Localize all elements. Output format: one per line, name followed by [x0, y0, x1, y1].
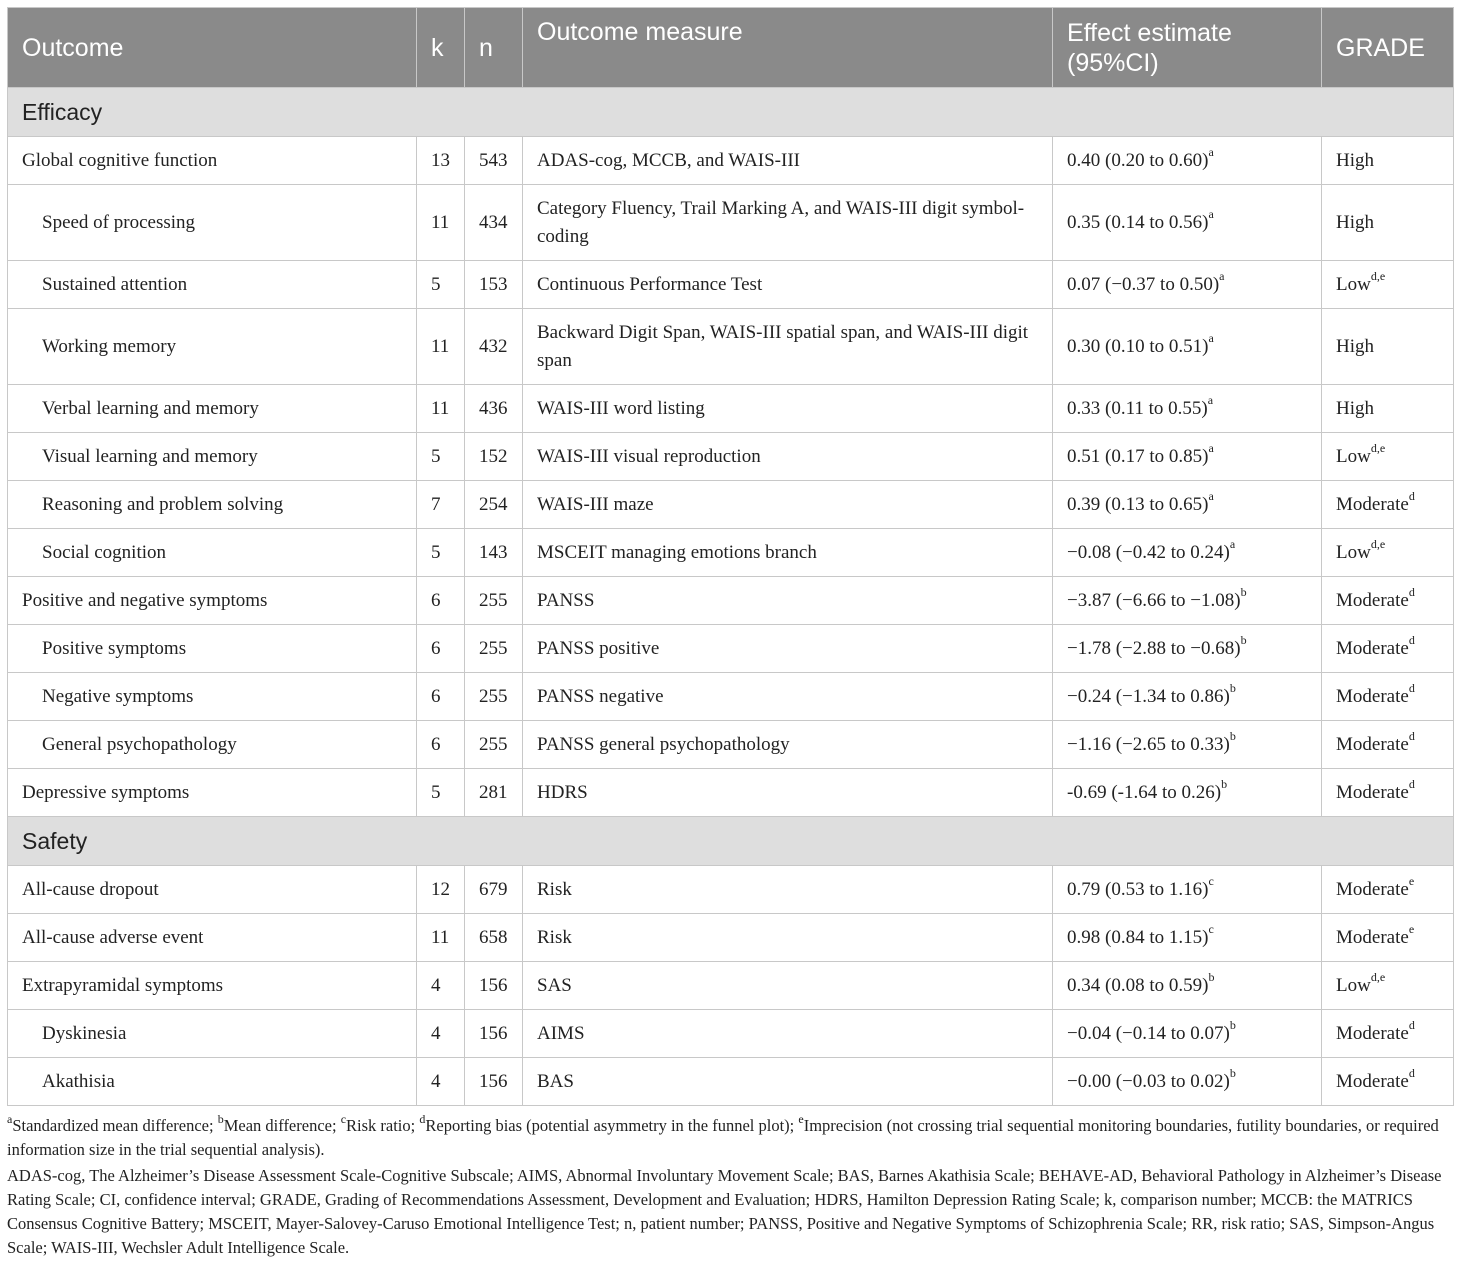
outcome-cell-text: Negative symptoms	[42, 685, 194, 707]
outcome-cell-text: Social cognition	[42, 541, 167, 563]
n-cell-text: 156	[479, 974, 508, 996]
outcome-cell-text: Dyskinesia	[42, 1022, 127, 1044]
table-row	[8, 866, 1454, 914]
outcome-cell-text: Working memory	[42, 335, 177, 357]
effect-cell	[1053, 529, 1322, 577]
n-cell-text: 153	[479, 273, 508, 295]
measure-cell	[523, 914, 1053, 962]
k-cell	[417, 261, 465, 309]
effect-cell-text: −0.24 (−1.34 to 0.86)	[1067, 685, 1230, 707]
results-table	[7, 7, 1454, 1106]
k-cell	[417, 769, 465, 817]
footnote-text: Risk ratio;	[346, 1116, 420, 1135]
effect-footnote-marker: a	[1208, 441, 1214, 456]
effect-cell	[1053, 721, 1322, 769]
n-cell	[465, 866, 523, 914]
footnote-text: Reporting bias (potential asymmetry in the funnel plot);	[425, 1116, 799, 1135]
grade-cell-text: High	[1336, 335, 1374, 357]
table-row	[8, 385, 1454, 433]
measure-cell-text: Backward Digit Span, WAIS-III spatial span, and WAIS-III digit span	[537, 321, 1029, 371]
measure-cell-text: WAIS-III word listing	[537, 397, 705, 419]
measure-cell	[523, 261, 1053, 309]
grade-footnote-marker: d,e	[1370, 970, 1386, 985]
grade-cell	[1322, 866, 1454, 914]
effect-cell-text: −3.87 (−6.66 to −1.08)	[1067, 589, 1241, 611]
effect-footnote-marker: b	[1208, 970, 1215, 985]
grade-cell	[1322, 673, 1454, 721]
grade-cell-text: Moderate	[1336, 781, 1409, 803]
effect-cell	[1053, 866, 1322, 914]
k-cell	[417, 385, 465, 433]
outcome-cell	[8, 1010, 417, 1058]
outcome-cell-text: Extrapyramidal symptoms	[22, 974, 224, 996]
measure-cell	[523, 625, 1053, 673]
grade-cell	[1322, 721, 1454, 769]
footnote-abbreviations: ADAS-cog, The Alzheimer’s Disease Assessment Scale-Cognitive Subscale; AIMS, Abnormal Involuntary Movement Scale; BAS, Barnes Akathisia Scale; BEHAVE-AD, Behavioral Pathology in Alzheimer’s Disease Rating Scale; CI, confidence interval; GRADE, Grading of Recommendations Assessment, Development and Evaluation; HDRS, Hamilton Depression Rating Scale; k, comparison number; MCCB: the MATRICS Consensus Cognitive Battery; MSCEIT, Mayer-Salovey-Caruso Emotional Intelligence Test; n, patient number; PANSS, Positive and Negative Symptoms of Schizophrenia Scale; RR, risk ratio; SAS, Simpson-Angus Scale; WAIS-III, Wechsler Adult Intelligence Scale.	[7, 1166, 1442, 1257]
grade-cell-text: Low	[1336, 273, 1371, 295]
measure-cell	[523, 481, 1053, 529]
outcome-cell-text: Akathisia	[42, 1070, 115, 1092]
footnote-definitions	[7, 1111, 1451, 1162]
effect-cell	[1053, 261, 1322, 309]
effect-cell-text: −0.04 (−0.14 to 0.07)	[1067, 1022, 1230, 1044]
grade-cell	[1322, 433, 1454, 481]
k-cell-text: 11	[431, 926, 450, 948]
n-cell	[465, 185, 523, 261]
grade-footnote-marker: e	[1408, 922, 1415, 937]
section-title: Efficacy	[8, 88, 1454, 137]
outcome-cell-text: Reasoning and problem solving	[42, 493, 284, 515]
effect-footnote-marker: b	[1229, 1018, 1236, 1033]
grade-cell	[1322, 481, 1454, 529]
grade-cell-text: Moderate	[1336, 1070, 1409, 1092]
table-row	[8, 769, 1454, 817]
effect-cell	[1053, 137, 1322, 185]
grade-cell	[1322, 962, 1454, 1010]
grade-footnote-marker: d	[1408, 633, 1415, 648]
effect-footnote-marker: a	[1208, 145, 1214, 160]
outcome-cell-text: Global cognitive function	[22, 149, 218, 171]
grade-cell-text: Moderate	[1336, 637, 1409, 659]
effect-footnote-marker: a	[1219, 269, 1225, 284]
grade-cell	[1322, 529, 1454, 577]
grade-cell-text: High	[1336, 149, 1374, 171]
measure-cell-text: PANSS negative	[537, 685, 664, 707]
table-row	[8, 1058, 1454, 1106]
effect-cell-text: −1.16 (−2.65 to 0.33)	[1067, 733, 1230, 755]
outcome-cell	[8, 625, 417, 673]
effect-cell-text: 0.79 (0.53 to 1.16)	[1067, 878, 1209, 900]
k-cell-text: 11	[431, 397, 450, 419]
k-cell-text: 4	[431, 1022, 441, 1044]
section-title: Safety	[8, 817, 1454, 866]
k-cell-text: 5	[431, 273, 441, 295]
effect-footnote-marker: a	[1229, 537, 1236, 552]
effect-footnote-marker: c	[1208, 922, 1214, 937]
outcome-cell	[8, 769, 417, 817]
effect-cell-text: 0.07 (−0.37 to 0.50)	[1067, 273, 1220, 295]
header-outcome: Outcome	[8, 8, 417, 88]
k-cell-text: 6	[431, 637, 441, 659]
grade-footnote-marker: d	[1408, 1066, 1415, 1081]
footnote-marker: e	[798, 1111, 804, 1126]
section-row	[8, 88, 1454, 137]
outcome-cell	[8, 962, 417, 1010]
table-row	[8, 962, 1454, 1010]
measure-cell	[523, 1010, 1053, 1058]
outcome-cell	[8, 529, 417, 577]
n-cell-text: 156	[479, 1022, 508, 1044]
table-row	[8, 721, 1454, 769]
measure-cell	[523, 866, 1053, 914]
n-cell	[465, 529, 523, 577]
effect-footnote-marker: c	[1208, 874, 1214, 889]
table-row	[8, 529, 1454, 577]
grade-cell-text: Moderate	[1336, 1022, 1409, 1044]
measure-cell-text: BAS	[537, 1070, 574, 1092]
outcome-cell-text: General psychopathology	[42, 733, 237, 755]
n-cell	[465, 962, 523, 1010]
k-cell-text: 5	[431, 781, 441, 803]
outcome-cell	[8, 137, 417, 185]
table-row	[8, 137, 1454, 185]
grade-footnote-marker: d	[1408, 729, 1415, 744]
footnote-marker: c	[340, 1111, 347, 1126]
outcome-cell-text: Positive and negative symptoms	[22, 589, 268, 611]
measure-cell-text: WAIS-III maze	[537, 493, 654, 515]
footnote-text: Mean difference;	[223, 1116, 341, 1135]
effect-cell	[1053, 481, 1322, 529]
measure-cell-text: AIMS	[537, 1022, 585, 1044]
n-cell	[465, 625, 523, 673]
outcome-cell-text: Visual learning and memory	[42, 445, 258, 467]
measure-cell-text: Continuous Performance Test	[537, 273, 763, 295]
outcome-cell	[8, 721, 417, 769]
measure-cell-text: SAS	[537, 974, 572, 996]
outcome-cell	[8, 481, 417, 529]
measure-cell	[523, 721, 1053, 769]
k-cell-text: 12	[431, 878, 450, 900]
outcome-cell-text: Positive symptoms	[42, 637, 187, 659]
measure-cell	[523, 769, 1053, 817]
measure-cell-text: PANSS general psychopathology	[537, 733, 790, 755]
k-cell	[417, 137, 465, 185]
results-table-container	[7, 7, 1453, 1260]
effect-footnote-marker: b	[1240, 633, 1247, 648]
footnote-text: Imprecision (not crossing trial sequential monitoring boundaries, futility boundaries, or required information size in the trial sequential analysis).	[7, 1116, 1439, 1159]
n-cell	[465, 433, 523, 481]
measure-cell	[523, 962, 1053, 1010]
k-cell	[417, 673, 465, 721]
n-cell	[465, 309, 523, 385]
outcome-cell	[8, 309, 417, 385]
k-cell-text: 6	[431, 733, 441, 755]
header-k: k	[417, 8, 465, 88]
measure-cell	[523, 673, 1053, 721]
grade-footnote-marker: d,e	[1370, 537, 1386, 552]
measure-cell	[523, 577, 1053, 625]
table-row	[8, 625, 1454, 673]
n-cell-text: 543	[479, 149, 508, 171]
table-row	[8, 185, 1454, 261]
measure-cell	[523, 185, 1053, 261]
effect-cell	[1053, 914, 1322, 962]
grade-cell-text: Moderate	[1336, 493, 1409, 515]
k-cell	[417, 914, 465, 962]
k-cell-text: 11	[431, 211, 450, 233]
n-cell	[465, 721, 523, 769]
table-footnotes	[7, 1111, 1453, 1260]
n-cell-text: 152	[479, 445, 508, 467]
measure-cell	[523, 309, 1053, 385]
n-cell-text: 255	[479, 733, 508, 755]
measure-cell	[523, 433, 1053, 481]
effect-cell-text: 0.34 (0.08 to 0.59)	[1067, 974, 1209, 996]
effect-cell-text: 0.35 (0.14 to 0.56)	[1067, 211, 1209, 233]
measure-cell-text: Risk	[537, 926, 572, 948]
n-cell-text: 156	[479, 1070, 508, 1092]
grade-cell-text: Moderate	[1336, 926, 1409, 948]
n-cell	[465, 481, 523, 529]
footnote-marker: b	[217, 1111, 224, 1126]
measure-cell	[523, 137, 1053, 185]
k-cell	[417, 1010, 465, 1058]
grade-cell	[1322, 914, 1454, 962]
k-cell	[417, 866, 465, 914]
grade-footnote-marker: d	[1408, 777, 1415, 792]
k-cell-text: 11	[431, 335, 450, 357]
grade-footnote-marker: d,e	[1370, 441, 1386, 456]
effect-cell	[1053, 577, 1322, 625]
effect-cell	[1053, 962, 1322, 1010]
section-row	[8, 817, 1454, 866]
outcome-cell-text: Speed of processing	[42, 211, 196, 233]
grade-cell	[1322, 769, 1454, 817]
effect-cell-text: -0.69 (-1.64 to 0.26)	[1067, 781, 1222, 803]
grade-cell-text: High	[1336, 397, 1374, 419]
n-cell-text: 281	[479, 781, 508, 803]
grade-footnote-marker: d	[1408, 489, 1415, 504]
measure-cell	[523, 529, 1053, 577]
table-body	[8, 88, 1454, 1106]
n-cell-text: 255	[479, 685, 508, 707]
measure-cell-text: PANSS positive	[537, 637, 660, 659]
table-row	[8, 433, 1454, 481]
n-cell-text: 255	[479, 589, 508, 611]
n-cell-text: 254	[479, 493, 508, 515]
effect-cell	[1053, 433, 1322, 481]
table-row	[8, 309, 1454, 385]
grade-cell	[1322, 625, 1454, 673]
outcome-cell	[8, 914, 417, 962]
effect-cell	[1053, 185, 1322, 261]
effect-cell	[1053, 769, 1322, 817]
outcome-cell-text: Verbal learning and memory	[42, 397, 259, 419]
footnote-marker: d	[419, 1111, 426, 1126]
header-outcome-measure: Outcome measure	[523, 8, 1053, 88]
header-row	[8, 8, 1454, 88]
n-cell	[465, 137, 523, 185]
outcome-cell	[8, 185, 417, 261]
effect-footnote-marker: b	[1229, 1066, 1236, 1081]
n-cell	[465, 1010, 523, 1058]
grade-cell	[1322, 1058, 1454, 1106]
k-cell-text: 13	[431, 149, 450, 171]
footnote-marker: a	[7, 1111, 13, 1126]
grade-cell-text: Low	[1336, 445, 1371, 467]
n-cell-text: 436	[479, 397, 508, 419]
effect-cell-text: −0.00 (−0.03 to 0.02)	[1067, 1070, 1230, 1092]
effect-cell-text: −1.78 (−2.88 to −0.68)	[1067, 637, 1241, 659]
effect-cell-text: 0.98 (0.84 to 1.15)	[1067, 926, 1209, 948]
outcome-cell	[8, 577, 417, 625]
grade-cell	[1322, 577, 1454, 625]
n-cell-text: 679	[479, 878, 508, 900]
k-cell	[417, 721, 465, 769]
table-row	[8, 577, 1454, 625]
k-cell	[417, 481, 465, 529]
outcome-cell	[8, 866, 417, 914]
header-effect-estimate: Effect estimate (95%CI)	[1053, 8, 1322, 88]
k-cell-text: 4	[431, 1070, 441, 1092]
effect-footnote-marker: b	[1240, 585, 1247, 600]
n-cell	[465, 1058, 523, 1106]
grade-cell	[1322, 1010, 1454, 1058]
k-cell	[417, 309, 465, 385]
k-cell-text: 5	[431, 445, 441, 467]
grade-cell	[1322, 261, 1454, 309]
k-cell	[417, 625, 465, 673]
footnote-text: Standardized mean difference;	[12, 1116, 218, 1135]
n-cell	[465, 673, 523, 721]
header-n: n	[465, 8, 523, 88]
measure-cell-text: MSCEIT managing emotions branch	[537, 541, 817, 563]
n-cell	[465, 261, 523, 309]
k-cell-text: 4	[431, 974, 441, 996]
k-cell	[417, 577, 465, 625]
effect-footnote-marker: a	[1208, 207, 1214, 222]
grade-cell-text: Low	[1336, 974, 1371, 996]
grade-footnote-marker: d	[1408, 1018, 1415, 1033]
n-cell-text: 143	[479, 541, 508, 563]
measure-cell-text: Risk	[537, 878, 572, 900]
effect-footnote-marker: b	[1221, 777, 1228, 792]
k-cell-text: 7	[431, 493, 441, 515]
effect-footnote-marker: a	[1208, 331, 1214, 346]
outcome-cell-text: All-cause adverse event	[22, 926, 204, 948]
table-row	[8, 261, 1454, 309]
n-cell	[465, 914, 523, 962]
effect-cell	[1053, 1058, 1322, 1106]
table-row	[8, 673, 1454, 721]
table-row	[8, 481, 1454, 529]
measure-cell-text: HDRS	[537, 781, 588, 803]
effect-cell-text: −0.08 (−0.42 to 0.24)	[1067, 541, 1230, 563]
effect-cell-text: 0.39 (0.13 to 0.65)	[1067, 493, 1209, 515]
grade-footnote-marker: d	[1408, 681, 1415, 696]
k-cell	[417, 529, 465, 577]
grade-cell	[1322, 137, 1454, 185]
grade-footnote-marker: d,e	[1370, 269, 1386, 284]
grade-cell-text: Moderate	[1336, 878, 1409, 900]
effect-cell-text: 0.51 (0.17 to 0.85)	[1067, 445, 1209, 467]
table-row	[8, 1010, 1454, 1058]
n-cell-text: 434	[479, 211, 508, 233]
grade-cell	[1322, 385, 1454, 433]
effect-cell-text: 0.30 (0.10 to 0.51)	[1067, 335, 1209, 357]
outcome-cell-text: Depressive symptoms	[22, 781, 190, 803]
measure-cell-text: ADAS-cog, MCCB, and WAIS-III	[537, 149, 800, 171]
effect-footnote-marker: a	[1208, 489, 1214, 504]
outcome-cell	[8, 673, 417, 721]
grade-cell-text: Low	[1336, 541, 1371, 563]
k-cell	[417, 185, 465, 261]
grade-cell-text: Moderate	[1336, 733, 1409, 755]
measure-cell-text: PANSS	[537, 589, 595, 611]
outcome-cell-text: All-cause dropout	[22, 878, 159, 900]
measure-cell	[523, 1058, 1053, 1106]
n-cell-text: 658	[479, 926, 508, 948]
grade-footnote-marker: d	[1408, 585, 1415, 600]
effect-footnote-marker: b	[1229, 681, 1236, 696]
measure-cell-text: WAIS-III visual reproduction	[537, 445, 761, 467]
n-cell	[465, 577, 523, 625]
grade-cell-text: Moderate	[1336, 589, 1409, 611]
grade-footnote-marker: e	[1408, 874, 1415, 889]
measure-cell	[523, 385, 1053, 433]
k-cell	[417, 1058, 465, 1106]
n-cell-text: 432	[479, 335, 508, 357]
effect-cell	[1053, 625, 1322, 673]
measure-cell-text: Category Fluency, Trail Marking A, and WAIS-III digit symbol-coding	[537, 197, 1025, 247]
outcome-cell	[8, 1058, 417, 1106]
k-cell	[417, 962, 465, 1010]
effect-cell-text: 0.33 (0.11 to 0.55)	[1067, 397, 1208, 419]
effect-footnote-marker: a	[1207, 393, 1214, 408]
outcome-cell	[8, 261, 417, 309]
outcome-cell	[8, 385, 417, 433]
grade-cell	[1322, 309, 1454, 385]
n-cell	[465, 769, 523, 817]
effect-cell	[1053, 673, 1322, 721]
table-row	[8, 914, 1454, 962]
effect-cell-text: 0.40 (0.20 to 0.60)	[1067, 149, 1209, 171]
grade-cell-text: High	[1336, 211, 1374, 233]
outcome-cell-text: Sustained attention	[42, 273, 188, 295]
effect-cell	[1053, 309, 1322, 385]
k-cell	[417, 433, 465, 481]
effect-cell	[1053, 1010, 1322, 1058]
k-cell-text: 5	[431, 541, 441, 563]
effect-footnote-marker: b	[1229, 729, 1236, 744]
effect-cell	[1053, 385, 1322, 433]
outcome-cell	[8, 433, 417, 481]
grade-cell	[1322, 185, 1454, 261]
grade-cell-text: Moderate	[1336, 685, 1409, 707]
n-cell-text: 255	[479, 637, 508, 659]
k-cell-text: 6	[431, 589, 441, 611]
header-grade: GRADE	[1322, 8, 1454, 88]
k-cell-text: 6	[431, 685, 441, 707]
n-cell	[465, 385, 523, 433]
